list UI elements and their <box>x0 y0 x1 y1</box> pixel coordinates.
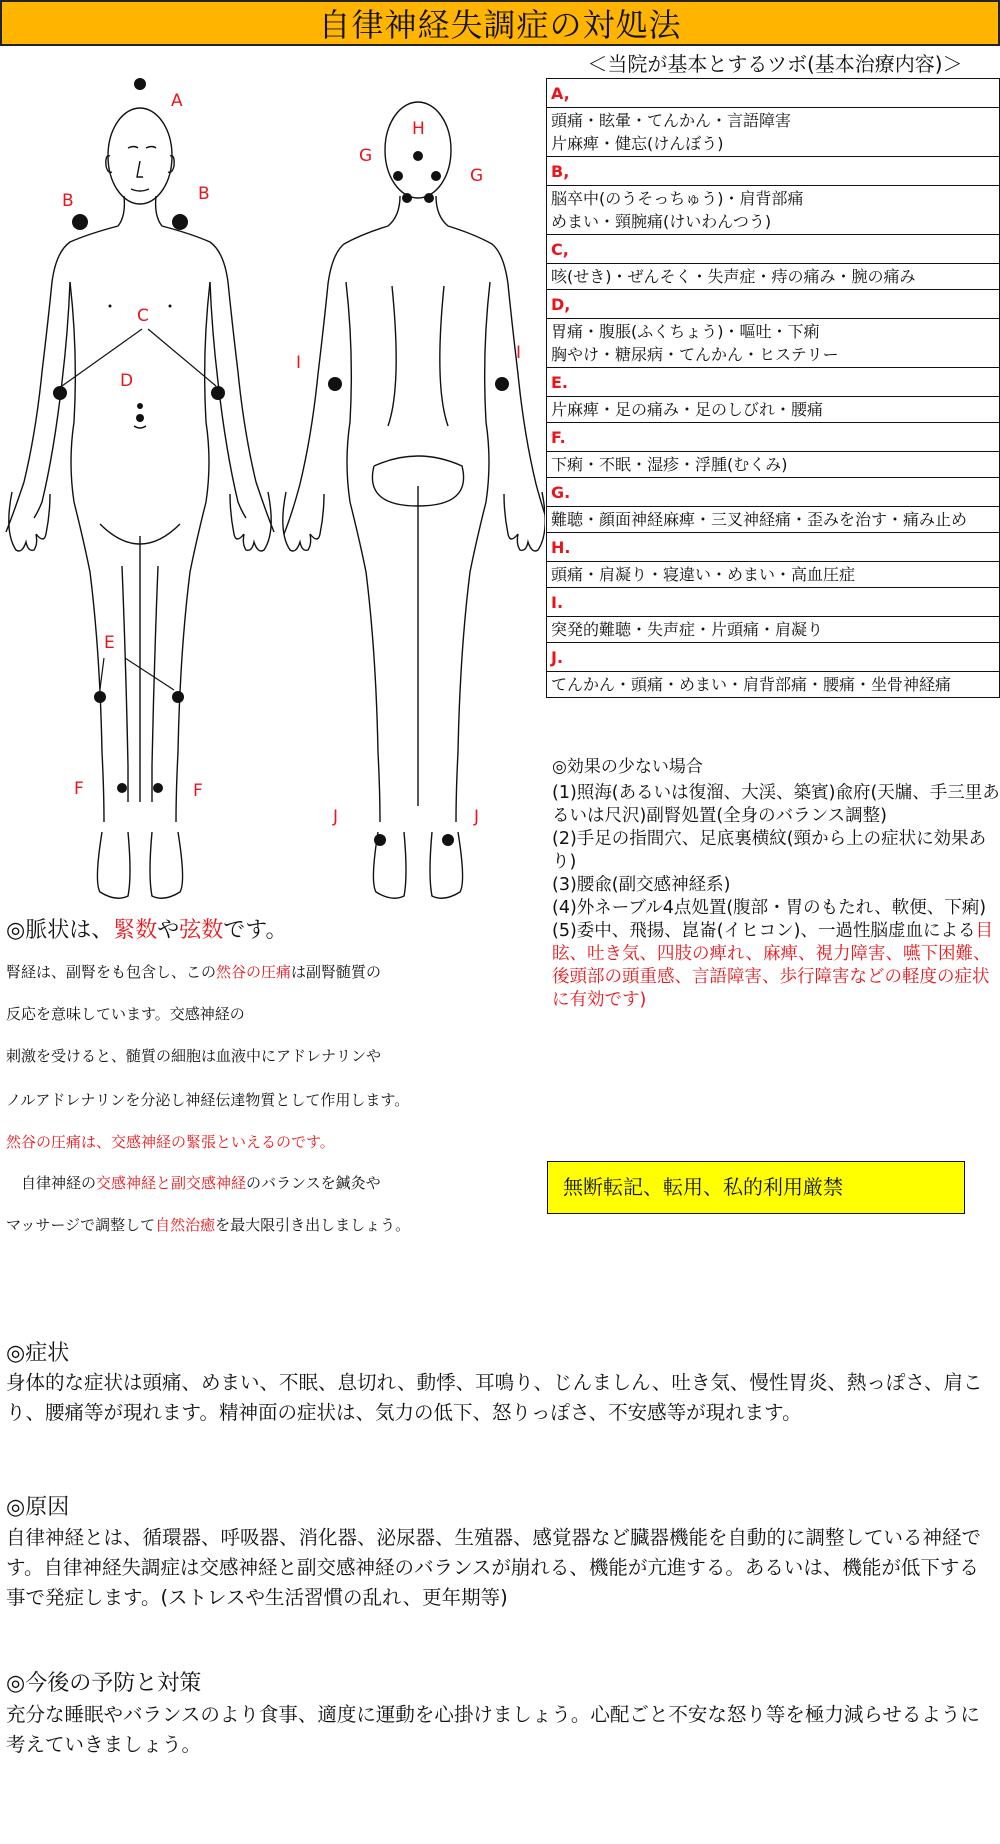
tsubo-desc-line: 胸やけ・糖尿病・てんかん・ヒステリー <box>551 345 839 364</box>
pulse-line-1-pre: 腎経は、副腎をも包含し、この <box>6 963 217 981</box>
pulse-line-2: 反応を意味しています。交感神経の <box>6 1005 245 1023</box>
tsubo-desc-row <box>547 452 999 478</box>
tsubo-desc-line: 脳卒中(のうそっちゅう)・肩背部痛 <box>551 189 804 208</box>
pulse-line-7-red: 自然治癒 <box>155 1216 216 1234</box>
tsubo-letter-row: J. <box>547 643 999 672</box>
tsubo-letter-row: C, <box>547 235 999 264</box>
tsubo-desc-line: 咳(せき)・ぜんそく・失声症・痔の痛み・腕の痛み <box>551 267 916 286</box>
ineffective-item-5-black: (5)委中、飛揚、崑崙(イヒコン)、一過性脳虚血による <box>552 921 976 941</box>
pulse-line-1-red: 然谷の圧痛 <box>216 963 292 981</box>
label-g-right: G <box>470 166 484 186</box>
pulse-line-7-post: を最大限引き出しましょう。 <box>215 1216 411 1234</box>
label-i-right: I <box>516 343 522 363</box>
label-f-left: F <box>74 779 84 799</box>
label-c: C <box>137 306 149 326</box>
label-f-right: F <box>193 781 203 801</box>
pulse-heading-mid: や <box>157 918 180 943</box>
back-body-outline <box>283 102 545 898</box>
ineffective-item-2: (2)手足の指間穴、足底裏横紋(頸から上の症状に効果あり) <box>552 829 987 872</box>
pulse-line-6-red: 交感神経と副交感神経 <box>96 1174 247 1192</box>
label-d: D <box>120 371 134 391</box>
tsubo-desc-line: てんかん・頭痛・めまい・肩背部痛・腰痛・坐骨神経痛 <box>551 675 952 694</box>
label-b-left: B <box>62 191 74 211</box>
pulse-line-6-post: のバランスを鍼灸や <box>246 1174 381 1192</box>
tsubo-desc-line: 頭痛・肩凝り・寝違い・めまい・高血圧症 <box>551 565 856 584</box>
tsubo-letter-row: A, <box>547 79 999 108</box>
label-g-left: G <box>359 146 373 166</box>
page-title <box>0 0 1000 46</box>
tsubo-letter-row: B, <box>547 157 999 186</box>
prevention-text: 充分な睡眠やバランスのより食事、適度に運動を心掛けましょう。心配ごと不安な怒り等を極力減らせるように考えていきましょう。 <box>6 1703 980 1756</box>
tsubo-desc-line: 頭痛・眩暈・てんかん・言語障害 <box>551 111 792 130</box>
prevention-heading: ◎今後の予防と対策 <box>6 1671 202 1696</box>
tsubo-table-heading: ＜当院が基本とするツボ(基本治療内容)＞ <box>587 52 963 76</box>
ineffective-item-3: (3)腰兪(副交感神経系) <box>552 875 731 895</box>
tsubo-desc-line: めまい・頸腕痛(けいわんつう) <box>551 212 772 231</box>
pulse-line-7 <box>6 1214 410 1235</box>
tsubo-desc-row <box>547 108 999 157</box>
front-body-outline <box>6 108 274 898</box>
tsubo-table <box>546 78 1000 698</box>
tsubo-letter-row: H. <box>547 533 999 562</box>
tsubo-letter-row: D, <box>547 290 999 319</box>
tsubo-desc-line: 下痢・不眠・湿疹・浮腫(むくみ) <box>551 455 788 474</box>
label-i-left: I <box>296 353 302 373</box>
tsubo-desc-line: 難聴・顔面神経麻痺・三叉神経痛・歪みを治す・痛み止め <box>551 510 968 529</box>
copyright-notice: 無断転記、転用、私的利用厳禁 <box>547 1161 965 1214</box>
tsubo-letter-row: F. <box>547 423 999 452</box>
pulse-heading-post: です。 <box>223 918 288 943</box>
ineffective-item-1: (1)照海(あるいは復溜、大渓、築賓)兪府(天牖、手三里あるいは尺沢)副腎処置(全身のバランス調整) <box>552 783 1000 826</box>
tsubo-desc-row <box>547 186 999 235</box>
ineffective-item-5 <box>552 920 1000 1012</box>
ineffective-heading: ◎効果の少ない場合 <box>552 757 703 777</box>
label-j-right: J <box>474 807 480 827</box>
symptoms-text: 身体的な症状は頭痛、めまい、不眠、息切れ、動悸、耳鳴り、じんましん、吐き気、慢性胃炎、熱っぽさ、肩こり、腰痛等が現れます。精神面の症状は、気力の低下、怒りっぽさ、不安感等が現れます。 <box>6 1371 983 1424</box>
pulse-heading-pre: ◎脈状は、 <box>6 918 114 943</box>
tsubo-desc-row <box>547 397 999 423</box>
cause-text: 自律神経とは、循環器、呼吸器、消化器、泌尿器、生殖器、感覚器など臓器機能を自動的に調整している神経です。自律神経失調症は交感神経と副交感神経のバランスが崩れる、機能が亢進する。あるいは、機能が低下する事で発症します。(ストレスや生活習慣の乱れ、更年期等) <box>6 1526 982 1609</box>
tsubo-desc-row <box>547 264 999 290</box>
pulse-line-4: ノルアドレナリンを分泌し神経伝達物質として作用します。 <box>6 1091 410 1109</box>
pulse-line-1 <box>6 961 381 982</box>
pulse-line-3: 刺激を受けると、髄質の細胞は血液中にアドレナリンや <box>6 1047 382 1065</box>
tsubo-desc-row <box>547 672 999 697</box>
pulse-line-6 <box>6 1172 381 1193</box>
tsubo-letter-row: E. <box>547 368 999 397</box>
acupoint-body-diagram <box>0 46 545 906</box>
pulse-line-5: 然谷の圧痛は、交感神経の緊張といえるのです。 <box>6 1133 335 1151</box>
label-a: A <box>171 91 183 111</box>
tsubo-letter-row: G. <box>547 478 999 507</box>
tsubo-desc-line: 突発的難聴・失声症・片頭痛・肩凝り <box>551 620 824 639</box>
symptoms-heading: ◎症状 <box>6 1341 70 1366</box>
pulse-heading-red1: 緊数 <box>113 918 158 943</box>
pulse-heading-red2: 弦数 <box>179 918 224 943</box>
label-b-right: B <box>198 184 210 204</box>
ineffective-item-4: (4)外ネーブル4点処置(腹部・胃のもたれ、軟便、下痢) <box>552 898 987 918</box>
tsubo-desc-row <box>547 507 999 533</box>
ineffective-item-5-red: 目眩、吐き気、四肢の痺れ、麻痺、視力障害、嚥下困難、後頭部の頭重感、言語障害、歩行障害などの軽度の症状に有効です) <box>552 921 993 1010</box>
tsubo-desc-line: 胃痛・腹脹(ふくちょう)・嘔吐・下痢 <box>551 322 820 341</box>
tsubo-desc-row <box>547 562 999 588</box>
front-arrows <box>62 329 216 690</box>
pulse-line-1-post: は副腎髄質の <box>291 963 382 981</box>
tsubo-desc-line: 片麻痺・健忘(けんぼう) <box>551 134 724 153</box>
pulse-heading <box>6 913 288 944</box>
label-e: E <box>104 633 115 653</box>
label-h: H <box>412 119 425 139</box>
label-j-left: J <box>333 807 339 827</box>
pulse-line-6-pre: 自律神経の <box>6 1174 97 1192</box>
ineffective-list <box>552 782 1000 1012</box>
tsubo-desc-line: 片麻痺・足の痛み・足のしびれ・腰痛 <box>551 400 824 419</box>
cause-heading: ◎原因 <box>6 1495 70 1520</box>
tsubo-desc-row <box>547 319 999 368</box>
pulse-line-7-pre: マッサージで調整して <box>6 1216 156 1234</box>
tsubo-letter-row: I. <box>547 588 999 617</box>
tsubo-desc-row <box>547 617 999 643</box>
title-text: 自律神経失調症の対処法 <box>318 6 682 44</box>
